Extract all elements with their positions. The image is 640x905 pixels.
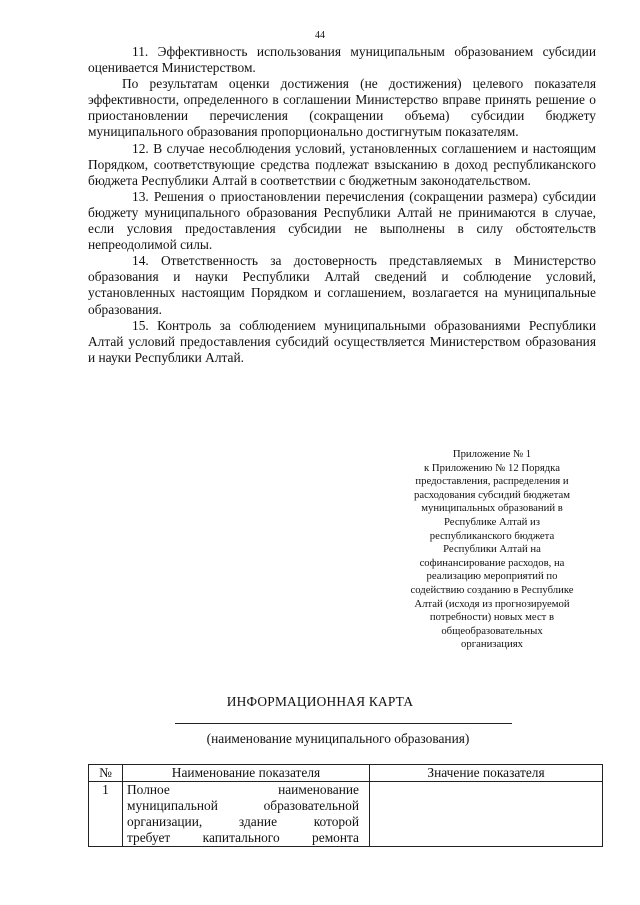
municipality-caption: (наименование муниципального образования) <box>206 731 470 746</box>
indicator-value-cell[interactable] <box>370 782 603 847</box>
info-card-title: ИНФОРМАЦИОННАЯ КАРТА <box>226 694 414 709</box>
appendix-line: Республики Алтай на <box>443 543 541 556</box>
appendix-line: республиканского бюджета <box>429 529 555 542</box>
municipality-name-line <box>175 723 512 724</box>
appendix-line: муниципальных образований в <box>421 502 563 515</box>
header-indicator-name: Наименование показателя <box>123 765 370 782</box>
paragraph: 11. Эффективность использования муниципальным образованием субсидии оценивается Министерством. <box>88 44 596 76</box>
indicator-name-line: требует капитального ремонта <box>127 830 359 845</box>
indicator-name-line: организации, здание которой <box>127 814 359 829</box>
appendix-line: предоставления, распределения и <box>415 475 569 488</box>
table-header-row <box>89 765 603 782</box>
appendix-line: реализацию мероприятий по <box>426 570 558 583</box>
paragraph: 12. В случае несоблюдения условий, установленных соглашением и настоящим Порядком, соответствующие средства подлежат взысканию в доход республиканского бюджета Республики Алтай в соответствии с бюджетным законодательством. <box>88 140 596 188</box>
appendix-line: организациях <box>461 638 523 651</box>
appendix-line: Приложение № 1 <box>452 448 532 460</box>
appendix-line: потребности) новых мест в <box>429 611 555 624</box>
indicator-name-cell <box>123 782 370 847</box>
paragraph: По результатам оценки достижения (не достижения) целевого показателя эффективности, определенного в соглашении Министерство вправе принять решение о приостановлении перечисления (сокращении объема) субсидии бюджету муниципального образования пропорционально достигнутым показателям. <box>88 76 596 140</box>
document-body <box>88 44 596 366</box>
table-row <box>89 782 603 847</box>
appendix-line: к Приложению № 12 Порядка <box>424 461 560 474</box>
header-number: № <box>89 765 123 782</box>
indicator-name-line: Полное наименование <box>127 782 359 797</box>
appendix-line: расходования субсидий бюджетам <box>414 488 570 501</box>
appendix-line: Республике Алтай из <box>444 515 540 528</box>
paragraph: 14. Ответственность за достоверность представляемых в Министерство образования и науки Республики Алтай сведений и соблюдение условий, установленных настоящим Порядком и соглашением, возлагается на муниципальные образования. <box>88 253 596 317</box>
page-number: 44 <box>315 30 325 41</box>
appendix-line: Алтай (исходя из прогнозируемой <box>414 597 570 610</box>
paragraph: 13. Решения о приостановлении перечисления (сокращении размера) субсидии бюджету муниципального образования Республики Алтай не принимаются в случае, если условия предоставления субсидии не выполнены в силу обстоятельств непреодолимой силы. <box>88 188 596 253</box>
indicator-name-line: муниципальной образовательной <box>127 798 359 813</box>
appendix-line: общеобразовательных <box>441 624 543 637</box>
header-indicator-value: Значение показателя <box>370 765 603 782</box>
appendix-line: софинансирование расходов, на <box>419 556 565 569</box>
appendix-note <box>392 448 592 652</box>
paragraph: 15. Контроль за соблюдением муниципальными образованиями Республики Алтай условий предоставления субсидий осуществляется Министерством образования и науки Республики Алтай. <box>88 317 596 365</box>
info-card-table <box>88 764 603 847</box>
row-number: 1 <box>89 782 123 847</box>
appendix-line: содействию созданию в Республике <box>410 583 574 596</box>
